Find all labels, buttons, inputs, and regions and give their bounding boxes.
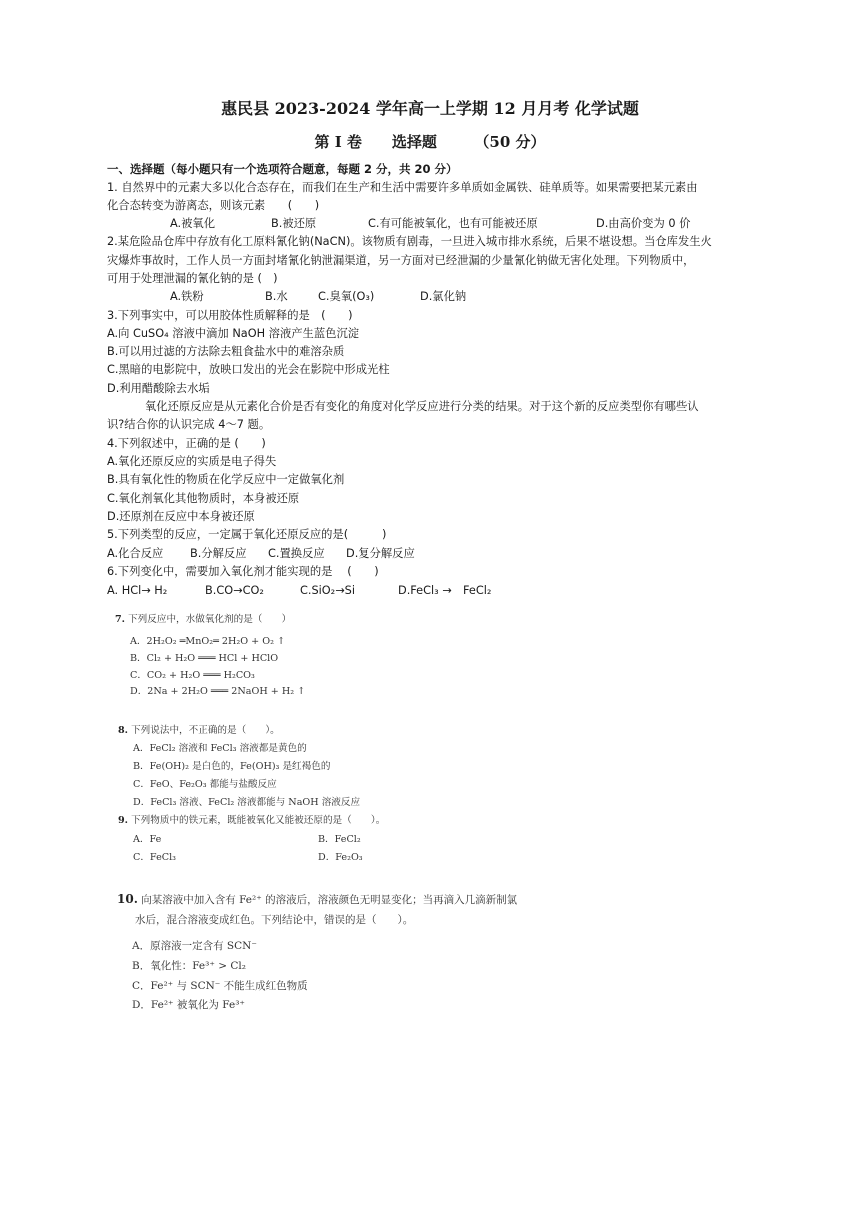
q2-stem-line3: 可用于处理泄漏的氰化钠的是 ( ) — [107, 272, 278, 285]
q8-stem-text: 下列说法中，不正确的是（ ）。 — [131, 725, 280, 736]
q5-option-d: D.复分解反应 — [346, 547, 415, 560]
q8-number: 8. — [118, 725, 129, 736]
q5-option-a: A.化合反应 — [107, 547, 164, 560]
q3-option-a: A.向 CuSO₄ 溶液中滴加 NaOH 溶液产生蓝色沉淀 — [107, 327, 360, 340]
q1-stem-line1: 1. 自然界中的元素大多以化合态存在，而我们在生产和生活中需要许多单质如金属铁、硅单质等。如果需要把某元素由 — [107, 181, 698, 194]
q10-option-a: A．原溶液一定含有 SCN⁻ — [132, 940, 257, 952]
part-heading: 第 I 卷 选择题 （50 分） — [314, 133, 546, 151]
q7-number: 7. — [115, 614, 126, 625]
q3-stem: 3.下列事实中，可以用胶体性质解释的是 ( ) — [107, 309, 353, 322]
q5-stem: 5.下列类型的反应，一定属于氧化还原反应的是( ) — [107, 528, 387, 541]
q2-option-a: A.铁粉 — [170, 290, 204, 303]
q9-number: 9. — [118, 815, 129, 826]
q4-option-b: B.具有氧化性的物质在化学反应中一定做氧化剂 — [107, 473, 345, 486]
q10-option-c: C．Fe²⁺ 与 SCN⁻ 不能生成红色物质 — [132, 980, 308, 992]
q3-option-c: C.黑暗的电影院中，放映口发出的光会在影院中形成光柱 — [107, 363, 390, 376]
q1-option-d: D.由高价变为 0 价 — [596, 217, 691, 230]
q8-option-d: D．FeCl₃ 溶液、FeCl₂ 溶液都能与 NaOH 溶液反应 — [133, 797, 361, 808]
q2-stem-line1: 2.某危险品仓库中存放有化工原料氰化钠(NaCN)。该物质有剧毒，一旦进入城市排水系统，后果不堪设想。当仓库发生火 — [107, 235, 712, 248]
q4-stem: 4.下列叙述中，正确的是 ( ) — [107, 437, 266, 450]
q4-option-a: A.氧化还原反应的实质是电子得失 — [107, 455, 277, 468]
q7-option-d: D．2Na + 2H₂O ═══ 2NaOH + H₂ ↑ — [130, 686, 306, 697]
q2-option-c: C.臭氧(O₃) — [318, 290, 375, 303]
q7-option-b: B．Cl₂ + H₂O ═══ HCl + HClO — [130, 653, 279, 664]
q1-option-c: C.有可能被氧化，也有可能被还原 — [368, 217, 538, 230]
q10-stem-text1: 向某溶液中加入含有 Fe²⁺ 的溶液后，溶液颜色无明显变化；当再滴入几滴新制氯 — [141, 894, 518, 906]
q2-option-b: B.水 — [265, 290, 288, 303]
q9-option-c: C．FeCl₃ — [133, 852, 176, 863]
q7-stem — [115, 614, 291, 626]
q9-option-d: D．Fe₂O₃ — [318, 852, 363, 863]
q7-option-a: A．2H₂O₂ ═MnO₂═ 2H₂O + O₂ ↑ — [130, 636, 286, 647]
q9-stem-text: 下列物质中的铁元素，既能被氧化又能被还原的是（ ）。 — [131, 815, 386, 826]
q3-option-d: D.利用醋酸除去水垢 — [107, 382, 210, 395]
q5-option-c: C.置换反应 — [268, 547, 325, 560]
q8-stem — [118, 725, 280, 737]
q7-stem-text: 下列反应中，水做氧化剂的是（ ） — [128, 614, 292, 625]
q9-option-a: A．Fe — [133, 834, 162, 845]
intro-line2: 识?结合你的认识完成 4～7 题。 — [107, 418, 271, 431]
q4-option-c: C.氧化剂氧化其他物质时，本身被还原 — [107, 492, 300, 505]
q10-number: 10. — [117, 892, 138, 906]
intro-line1: 氧化还原反应是从元素化合价是否有变化的角度对化学反应进行分类的结果。对于这个新的反应类型你有哪些认 — [145, 400, 699, 413]
q10-option-b: B．氧化性：Fe³⁺ > Cl₂ — [132, 960, 246, 972]
q8-option-b: B．Fe(OH)₂ 是白色的，Fe(OH)₃ 是红褐色的 — [133, 761, 331, 772]
section-heading: 一、选择题（每小题只有一个选项符合题意，每题 2 分，共 20 分） — [107, 162, 458, 176]
q1-option-a: A.被氧化 — [170, 217, 216, 230]
q8-option-c: C．FeO、Fe₂O₃ 都能与盐酸反应 — [133, 779, 277, 790]
exam-title: 惠民县 2023-2024 学年高一上学期 12 月月考 化学试题 — [221, 99, 639, 118]
q10-stem-line1 — [117, 892, 517, 907]
q6-option-c: C.SiO₂→Si — [300, 584, 355, 597]
q3-option-b: B.可以用过滤的方法除去粗食盐水中的难溶杂质 — [107, 345, 345, 358]
q1-option-b: B.被还原 — [271, 217, 317, 230]
q9-option-b: B．FeCl₂ — [318, 834, 361, 845]
q8-option-a: A．FeCl₂ 溶液和 FeCl₃ 溶液都是黄色的 — [133, 743, 307, 754]
q2-stem-line2: 灾爆炸事故时，工作人员一方面封堵氰化钠泄漏渠道，另一方面对已经泄漏的少量氰化钠做无害化处理。下列物质中， — [107, 254, 695, 267]
q6-option-a: A. HCl→ H₂ — [107, 584, 168, 597]
q6-stem: 6.下列变化中，需要加入氧化剂才能实现的是 ( ) — [107, 565, 379, 578]
q6-option-b: B.CO→CO₂ — [205, 584, 264, 597]
q7-option-c: C．CO₂ + H₂O ═══ H₂CO₃ — [130, 670, 255, 681]
q10-option-d: D．Fe²⁺ 被氧化为 Fe³⁺ — [132, 999, 245, 1011]
q6-option-d: D.FeCl₃ → FeCl₂ — [398, 584, 492, 597]
q10-stem-line2: 水后，混合溶液变成红色。下列结论中，错误的是（ ）。 — [135, 914, 414, 926]
q1-stem-line2: 化合态转变为游离态，则该元素 ( ) — [107, 199, 320, 212]
q4-option-d: D.还原剂在反应中本身被还原 — [107, 510, 255, 523]
q9-stem — [118, 815, 385, 827]
q2-option-d: D.氯化钠 — [420, 290, 467, 303]
q5-option-b: B.分解反应 — [190, 547, 247, 560]
